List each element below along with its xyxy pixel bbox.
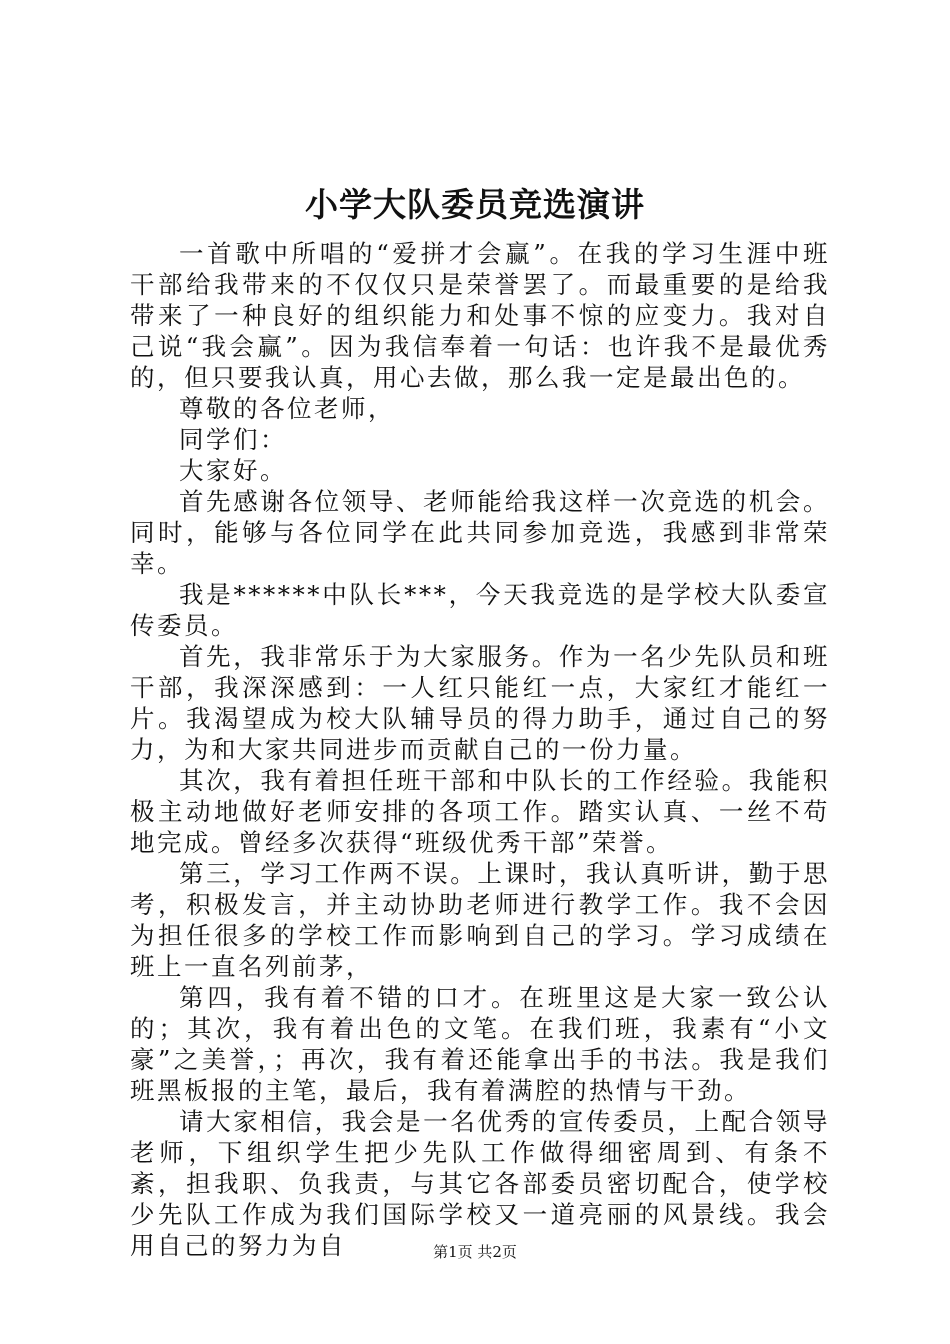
paragraph: 尊敬的各位老师， bbox=[179, 394, 395, 423]
paragraph: 首先，我非常乐于为大家服务。作为一名少先队员和班干部，我深深感到：一人红只能红一点，大家红才能红一片。我渴望成为校大队辅导员的得力助手，通过自己的努力，为和大家共同进步而贡献自己的一份力量。 bbox=[130, 642, 830, 764]
paragraph: 大家好。 bbox=[179, 456, 287, 485]
paragraph: 一首歌中所唱的“爱拼才会赢”。在我的学习生涯中班干部给我带来的不仅仅只是荣誉罢了。而最重要的是给我带来了一种良好的组织能力和处事不惊的应变力。我对自己说“我会赢”。因为我信奉着一句话：也许我不是最优秀的，但只要我认真，用心去做，那么我一定是最出色的。 bbox=[130, 239, 830, 392]
paragraph: 首先感谢各位领导、老师能给我这样一次竞选的机会。同时，能够与各位同学在此共同参加竞选，我感到非常荣幸。 bbox=[130, 487, 830, 578]
paragraph: 请大家相信，我会是一名优秀的宣传委员，上配合领导老师，下组织学生把少先队工作做得细密周到、有条不紊，担我职、负我责，与其它各部委员密切配合，使学校少先队工作成为我们国际学校又一道亮丽的风景线。我会用自己的努力为自 bbox=[130, 1107, 830, 1260]
paragraph: 同学们： bbox=[179, 425, 287, 454]
document-title: 小学大队委员竞选演讲 bbox=[305, 185, 645, 224]
paragraph: 第三，学习工作两不误。上课时，我认真听讲，勤于思考，积极发言，并主动协助老师进行教学工作。我不会因为担任很多的学校工作而影响到自己的学习。学习成绩在班上一直名列前茅， bbox=[130, 859, 830, 981]
page-footer: 第1页 共2页 bbox=[433, 1243, 517, 1261]
paragraph: 其次，我有着担任班干部和中队长的工作经验。我能积极主动地做好老师安排的各项工作。踏实认真、一丝不苟地完成。曾经多次获得“班级优秀干部”荣誉。 bbox=[130, 766, 830, 857]
document-body bbox=[130, 238, 830, 1261]
paragraph: 我是******中队长***，今天我竞选的是学校大队委宣传委员。 bbox=[130, 580, 830, 640]
paragraph: 第四，我有着不错的口才。在班里这是大家一致公认的；其次，我有着出色的文笔。在我们班，我素有“小文豪”之美誉，；再次，我有着还能拿出手的书法。我是我们班黑板报的主笔，最后，我有着满腔的热情与干劲。 bbox=[130, 983, 830, 1105]
